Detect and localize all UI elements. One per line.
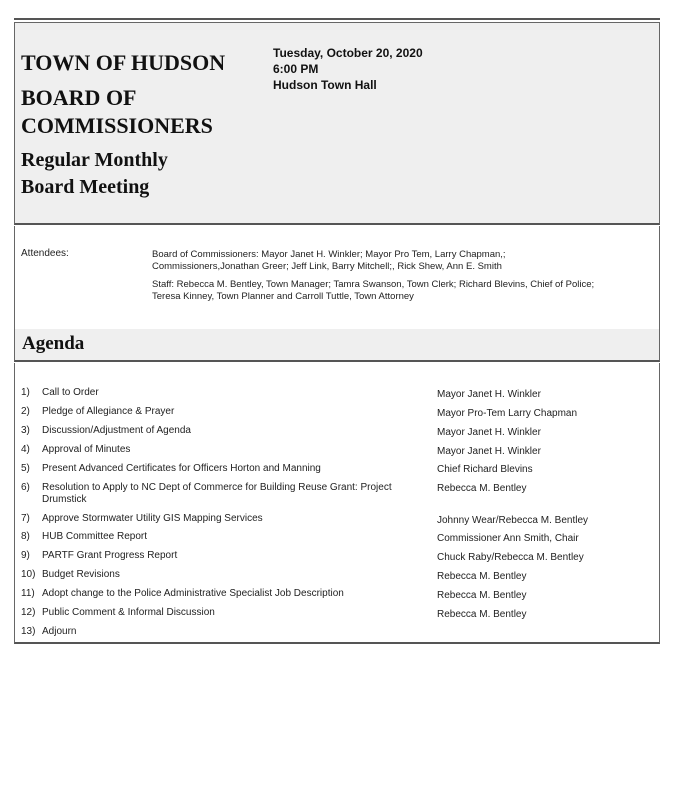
agenda-item-title-line1: PARTF Grant Progress Report [42,550,178,561]
attendees-board-line1: Board of Commissioners: Mayor Janet H. Winkler; Mayor Pro Tem, Larry Chapman,; [152,249,506,260]
agenda-item-number: 13) [21,626,36,637]
meeting-type-line2: Board Meeting [21,176,150,198]
agenda-item-title-line1: Approval of Minutes [42,444,131,455]
agenda-title: Agenda [22,333,85,354]
agenda-items [14,363,660,644]
agenda-item-presenter: Chuck Raby/Rebecca M. Bentley [437,552,584,563]
meeting-date: Tuesday, October 20, 2020 [273,46,423,60]
agenda-item-number: 4) [21,444,30,455]
agenda-item-number: 7) [21,513,30,524]
agenda-item-number: 6) [21,482,30,493]
header-section [14,22,660,225]
board-name [21,84,213,140]
agenda-item-title [42,607,422,619]
agenda-item-presenter: Johnny Wear/Rebecca M. Bentley [437,515,589,526]
attendees-staff-line2: Teresa Kinney, Town Planner and Carroll Tuttle, Town Attorney [152,291,414,302]
agenda-item-title-line1: Budget Revisions [42,569,120,580]
agenda-item-number: 1) [21,387,30,398]
board-name-line2: COMMISSIONERS [21,113,213,138]
agenda-item-title [42,482,422,506]
attendees-board [152,249,657,273]
agenda-item-title-line1: Discussion/Adjustment of Agenda [42,425,191,436]
board-name-line1: BOARD OF [21,85,137,110]
agenda-item-title [42,387,422,399]
agenda-item-title-line1: Adopt change to the Police Administrative Specialist Job Description [42,588,344,599]
agenda-item-title [42,425,422,437]
agenda-item-number: 2) [21,406,30,417]
attendees-staff [152,279,657,303]
agenda-item-number: 3) [21,425,30,436]
agenda-item-presenter: Mayor Pro-Tem Larry Chapman [437,408,578,419]
agenda-item-title [42,463,422,475]
agenda-item-presenter: Mayor Janet H. Winkler [437,446,541,457]
agenda-item-title [42,406,422,418]
agenda-item-presenter: Chief Richard Blevins [437,464,533,475]
meeting-meta [273,45,423,93]
agenda-item-title [42,444,422,456]
agenda-item-presenter: Rebecca M. Bentley [437,590,527,601]
agenda-item-number: 12) [21,607,36,618]
agenda-item-title [42,513,422,525]
agenda-item-title-line1: Adjourn [42,626,77,637]
agenda-item-presenter: Commissioner Ann Smith, Chair [437,533,579,544]
org-name: TOWN OF HUDSON [21,50,226,75]
agenda-item-title [42,569,422,581]
agenda-header [14,329,660,362]
agenda-item-presenter: Mayor Janet H. Winkler [437,389,541,400]
agenda-item-title-line2: Drumstick [42,494,87,505]
meeting-location: Hudson Town Hall [273,78,377,92]
agenda-item-presenter: Rebecca M. Bentley [437,571,527,582]
agenda-item-title-line1: Public Comment & Informal Discussion [42,607,215,618]
meeting-type-line1: Regular Monthly [21,149,168,171]
meeting-type [21,147,168,201]
agenda-item-presenter: Rebecca M. Bentley [437,609,527,620]
agenda-item-number: 10) [21,569,36,580]
agenda-item-number: 5) [21,463,30,474]
agenda-item-number: 8) [21,531,30,542]
attendees-staff-line1: Staff: Rebecca M. Bentley, Town Manager; Tamra Swanson, Town Clerk; Richard Blevins, Chief of Police; [152,279,595,290]
top-rule [14,18,660,20]
agenda-item-title-line1: Call to Order [42,387,99,398]
agenda-item-title [42,531,422,543]
agenda-item-title-line1: Resolution to Apply to NC Dept of Commerce for Building Reuse Grant: Project [42,482,392,493]
attendees-label: Attendees: [21,248,69,259]
agenda-item-title [42,550,422,562]
attendees-list [152,249,657,309]
agenda-item-presenter: Rebecca M. Bentley [437,483,527,494]
agenda-item-number: 11) [21,588,35,599]
meeting-time: 6:00 PM [273,62,319,76]
agenda-item-title [42,588,422,600]
agenda-item-title-line1: HUB Committee Report [42,531,148,542]
agenda-item-title-line1: Present Advanced Certificates for Officers Horton and Manning [42,463,321,474]
agenda-item-title-line1: Pledge of Allegiance & Prayer [42,406,175,417]
agenda-item-title [42,626,422,638]
agenda-item-number: 9) [21,550,30,561]
agenda-item-presenter: Mayor Janet H. Winkler [437,427,541,438]
attendees-board-line2: Commissioners,Jonathan Greer; Jeff Link, Barry Mitchell;, Rick Shew, Ann E. Smith [152,261,502,272]
agenda-item-title-line1: Approve Stormwater Utility GIS Mapping Services [42,513,263,524]
